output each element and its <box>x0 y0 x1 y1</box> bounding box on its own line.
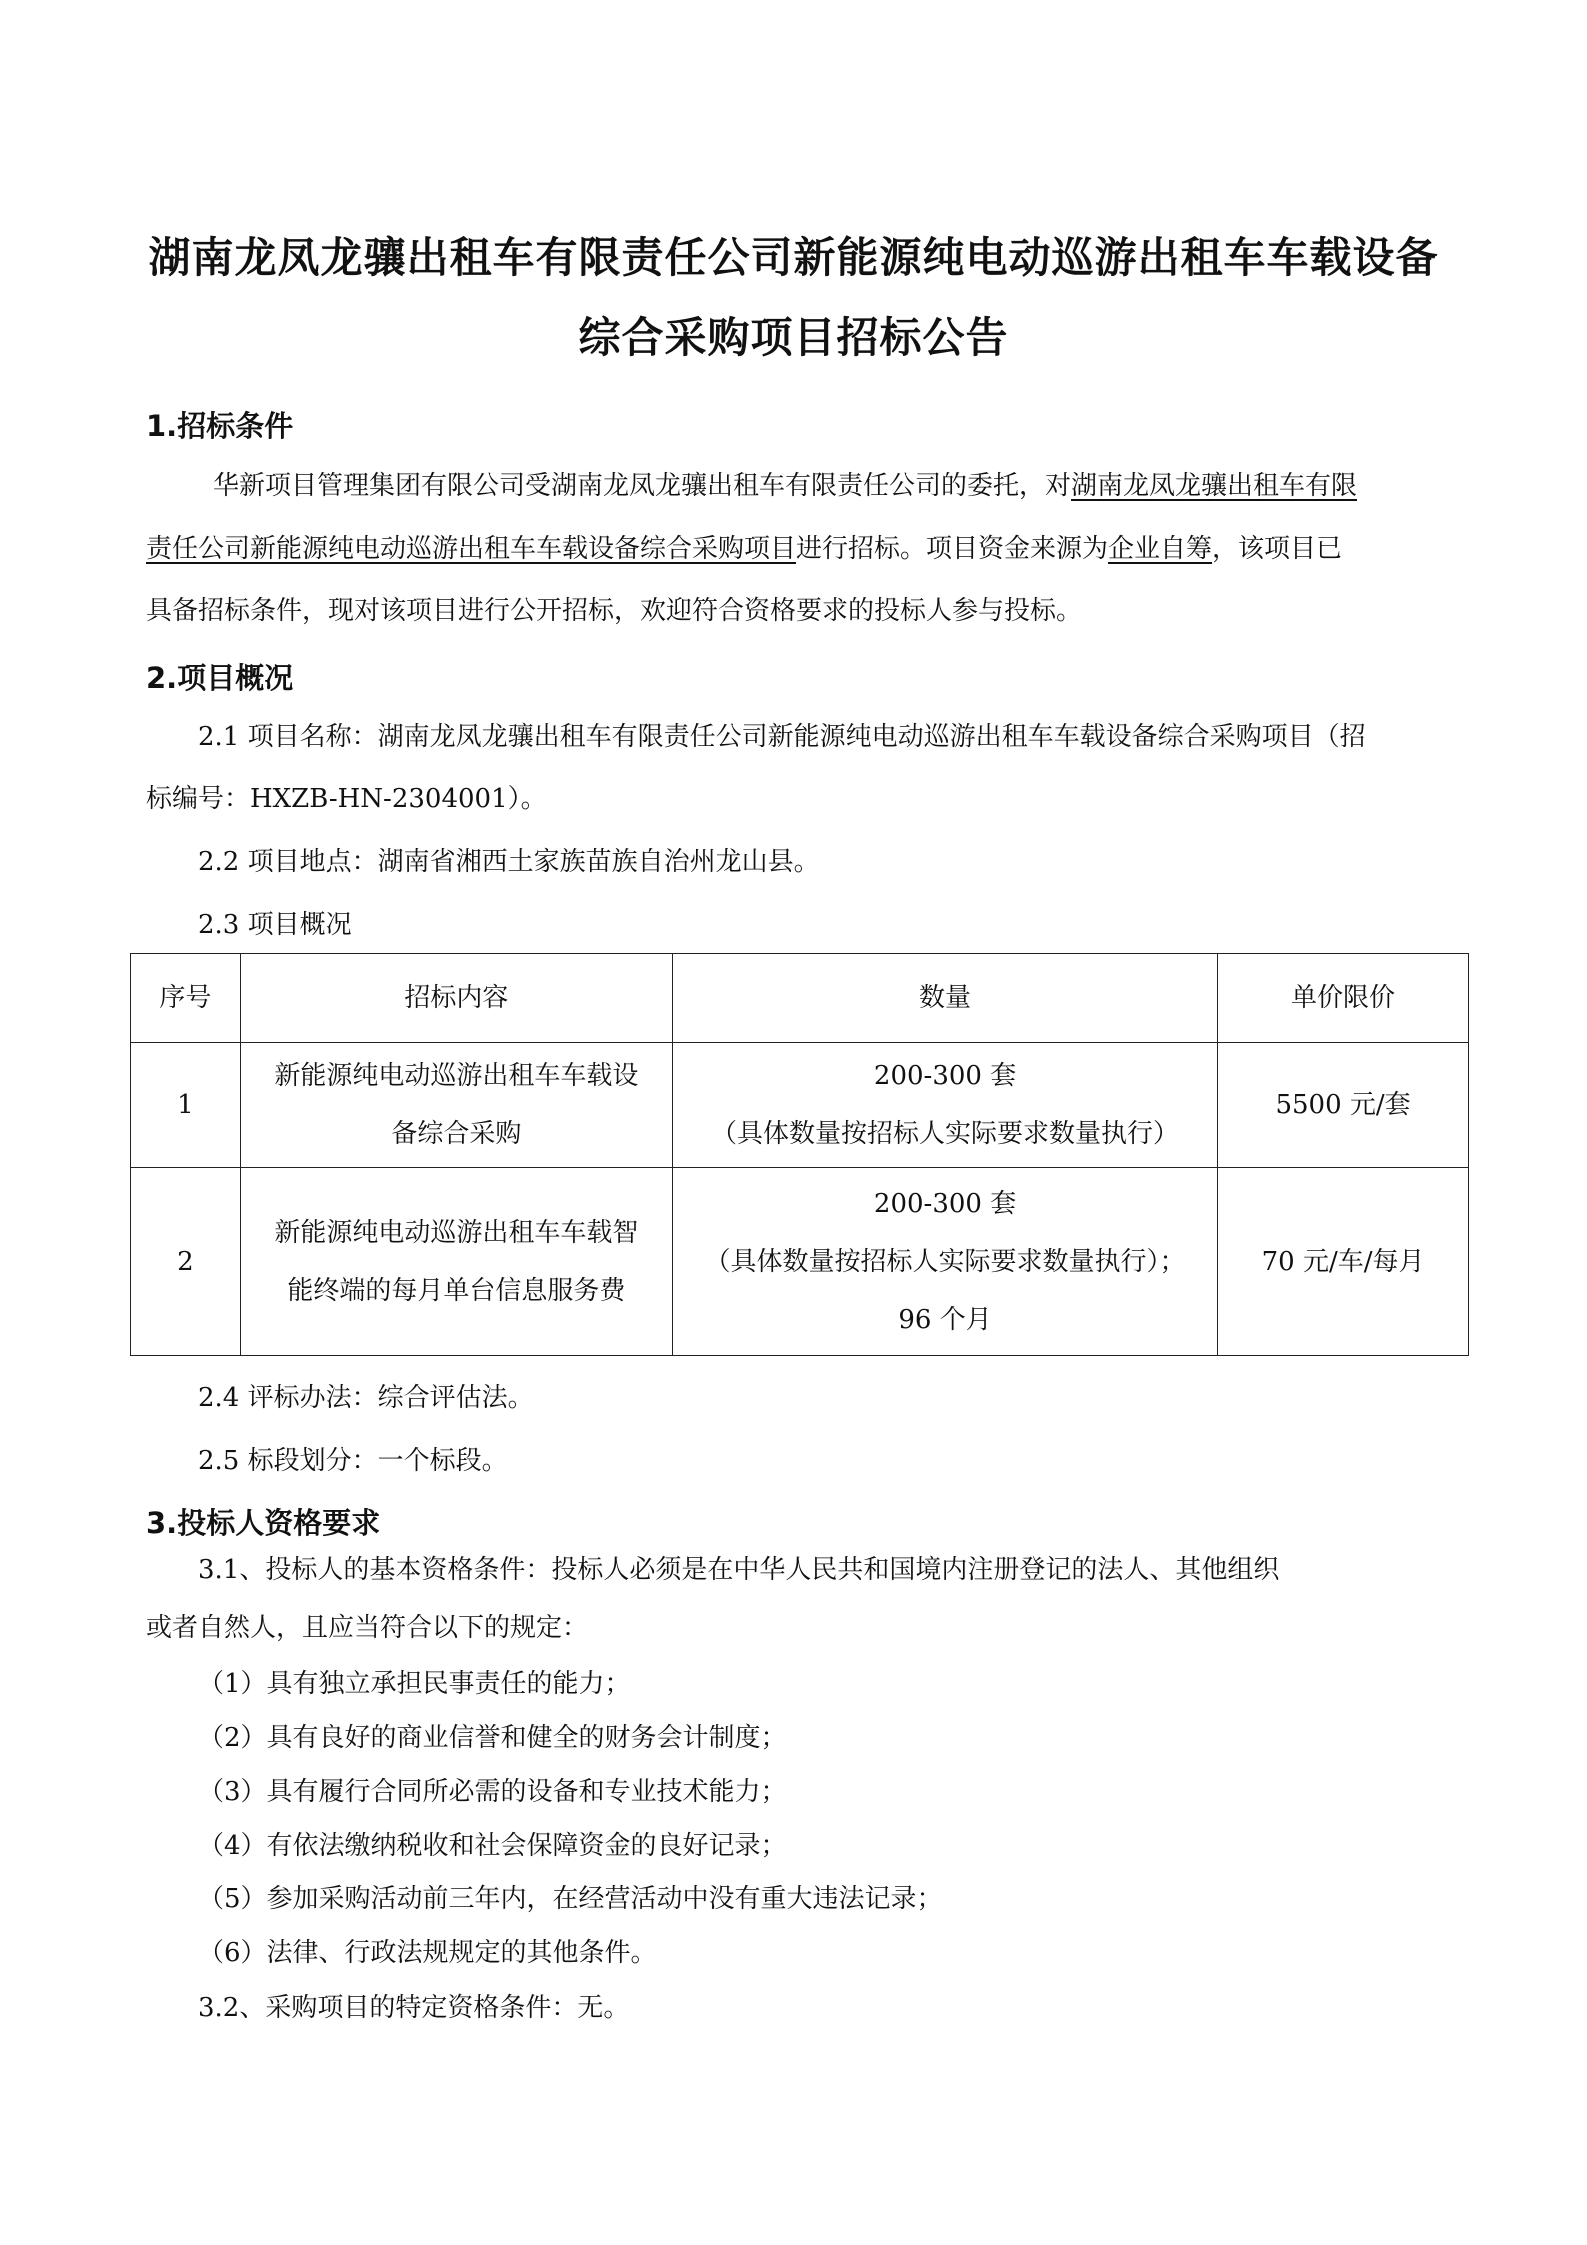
header-cell-no: 序号 <box>131 954 241 1043</box>
qualification-item: （2）具有良好的商业信誉和健全的财务会计制度； <box>198 1723 787 1753</box>
section-1-paragraph-line-3: 具备招标条件，现对该项目进行公开招标，欢迎符合资格要求的投标人参与投标。 <box>146 596 1083 626</box>
paragraph-text: 进行招标。项目资金来源为 <box>796 534 1109 564</box>
section-3-heading: 3.投标人资格要求 <box>146 1506 381 1540</box>
item-2-5: 2.5 标段划分：一个标段。 <box>198 1446 508 1476</box>
row-quantity-line: （具体数量按招标人实际要求数量执行）； <box>704 1246 1186 1277</box>
item-3-1-line-2: 或者自然人，且应当符合以下的规定： <box>146 1613 589 1643</box>
table-row <box>131 1168 1469 1356</box>
section-1-heading: 1.招标条件 <box>146 409 294 443</box>
row-quantity-line: 200-300 套 <box>873 1188 1017 1219</box>
row-no: 1 <box>131 1043 241 1168</box>
row-content-line: 新能源纯电动巡游出租车车载设 <box>274 1061 639 1091</box>
row-quantity <box>673 1168 1218 1356</box>
paragraph-text: 华新项目管理集团有限公司受湖南龙凤龙骧出租车有限责任公司的委托，对 <box>213 471 1072 501</box>
section-2-heading: 2.项目概况 <box>146 661 294 695</box>
item-2-3: 2.3 项目概况 <box>198 910 352 940</box>
header-cell-quantity: 数量 <box>673 954 1218 1043</box>
row-quantity-line: 200-300 套 <box>873 1061 1017 1091</box>
table-header-row <box>131 954 1469 1043</box>
item-2-1-line-1: 2.1 项目名称：湖南龙凤龙骧出租车有限责任公司新能源纯电动巡游出租车车载设备综合采购项目（招 <box>198 722 1366 752</box>
item-2-1-line-2: 标编号：HXZB-HN-2304001）。 <box>146 784 547 814</box>
document-title-line-1: 湖南龙凤龙骧出租车有限责任公司新能源纯电动巡游出租车车载设备 <box>148 233 1439 282</box>
row-content <box>240 1168 672 1356</box>
row-no: 2 <box>131 1168 241 1356</box>
project-overview-table <box>130 953 1469 1356</box>
qualification-item: （6）法律、行政法规规定的其他条件。 <box>198 1938 657 1968</box>
project-name-underlined: 责任公司新能源纯电动巡游出租车车载设备综合采购项目 <box>146 534 797 564</box>
row-quantity-line: 96 个月 <box>898 1304 992 1335</box>
item-2-4: 2.4 评标办法：综合评估法。 <box>198 1383 534 1413</box>
item-3-2: 3.2、采购项目的特定资格条件：无。 <box>198 1993 630 2023</box>
section-1-paragraph-line-1 <box>213 469 1357 503</box>
row-quantity-line: （具体数量按招标人实际要求数量执行） <box>711 1119 1180 1149</box>
row-price: 5500 元/套 <box>1218 1043 1469 1168</box>
row-price: 70 元/车/每月 <box>1218 1168 1469 1356</box>
row-content-line: 备综合采购 <box>391 1119 522 1149</box>
qualification-item: （4）有依法缴纳税收和社会保障资金的良好记录； <box>198 1831 787 1861</box>
row-content-line: 能终端的每月单台信息服务费 <box>287 1275 626 1306</box>
fund-source-underlined: 企业自筹 <box>1108 534 1213 564</box>
qualification-item: （3）具有履行合同所必需的设备和专业技术能力； <box>198 1777 787 1807</box>
item-2-2: 2.2 项目地点：湖南省湘西土家族苗族自治州龙山县。 <box>198 847 820 877</box>
item-3-1-line-1: 3.1、投标人的基本资格条件：投标人必须是在中华人民共和国境内注册登记的法人、其他组织 <box>198 1555 1280 1585</box>
section-1-paragraph-line-2 <box>146 532 1342 566</box>
table-row <box>131 1043 1469 1168</box>
document-title-line-2: 综合采购项目招标公告 <box>578 313 1009 362</box>
row-quantity <box>673 1043 1218 1168</box>
header-cell-price-limit: 单价限价 <box>1218 954 1469 1043</box>
project-name-underlined: 湖南龙凤龙骧出租车有限 <box>1071 471 1358 501</box>
row-content <box>240 1043 672 1168</box>
paragraph-text: ，该项目已 <box>1212 534 1343 564</box>
qualification-item: （1）具有独立承担民事责任的能力； <box>198 1669 631 1699</box>
row-content-line: 新能源纯电动巡游出租车车载智 <box>274 1217 639 1248</box>
qualification-item: （5）参加采购活动前三年内，在经营活动中没有重大违法记录； <box>198 1884 943 1914</box>
header-cell-content: 招标内容 <box>240 954 672 1043</box>
